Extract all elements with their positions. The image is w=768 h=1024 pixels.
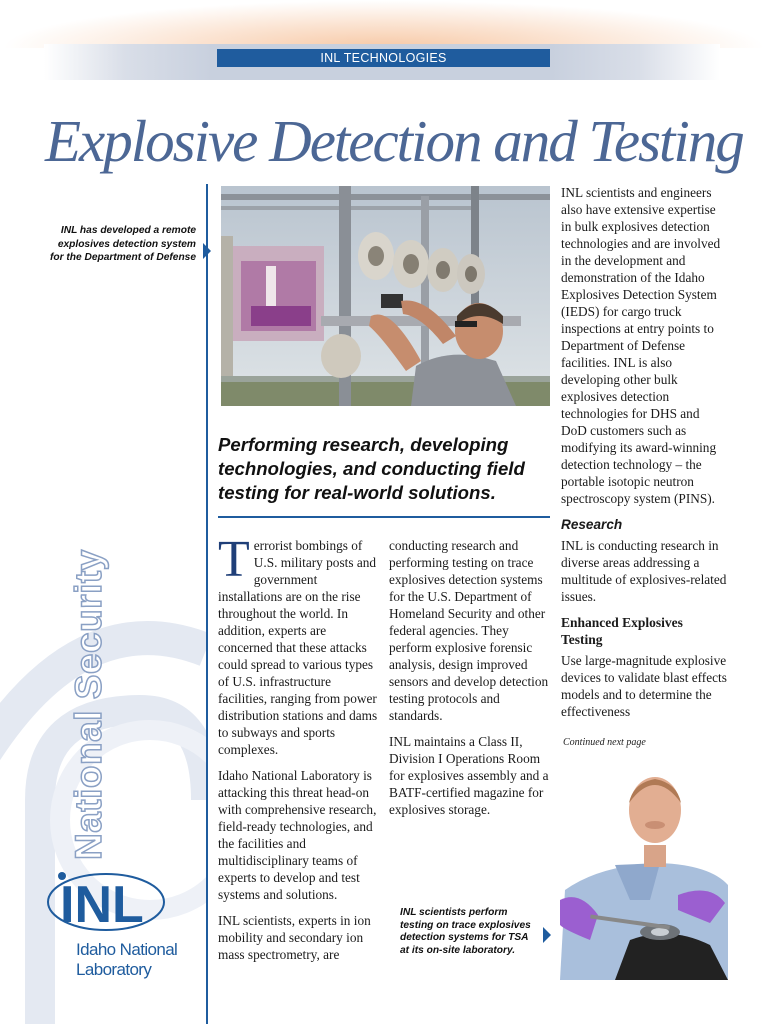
subtitle: Performing research, developing technologies, and conducting field testing for real-world solutions. xyxy=(218,434,525,503)
photo-scientist xyxy=(560,765,728,980)
photo-caption-bottom: INL scientists perform testing on trace explosives detection systems for TSA at its on-site laboratory. xyxy=(400,907,531,956)
paragraph: conducting research and performing testing on trace explosives detection systems for the U.S. Department of Homeland Security and other federal agencies. They perform explosive forensic analysis, design improved sensors and develop detection testing protocols and standards. xyxy=(389,538,549,723)
caption-pointer-icon xyxy=(203,243,211,259)
section-label: INL TECHNOLOGIES xyxy=(217,49,550,67)
subheading-enhanced-testing: Enhanced Explosives Testing xyxy=(561,615,683,647)
column-1 xyxy=(218,531,380,972)
vertical-divider xyxy=(206,184,208,1024)
logo-line-1: Idaho National xyxy=(76,940,178,959)
paragraph: INL scientists, experts in ion mobility and secondary ion mass spectrometry, are xyxy=(218,913,371,962)
continued-note: Continued next page xyxy=(563,737,646,748)
national-security-text: National Security xyxy=(68,549,109,860)
caption-pointer-icon xyxy=(543,927,551,943)
paragraph: INL is conducting research in diverse areas addressing a multitude of explosives-related issues. xyxy=(561,538,727,604)
logo-mark: INL xyxy=(60,876,144,934)
horizontal-divider xyxy=(218,516,550,518)
photo-caption-top: INL has developed a remote explosives detection system for the Department of Defense xyxy=(49,225,196,263)
paragraph: INL scientists and engineers also have extensive expertise in bulk explosives detection technologies and are involved in the development and demonstration of the Idaho Explosives Detection System (IEDS) for cargo truck inspections at entry points to Department of Defense facilities. INL is also developing other bulk explosives detection technologies for DHS and DoD customers such as modifying its award-winning detection technology – the portable isotopic neutron spectroscopy system (PINS). xyxy=(561,185,721,506)
paragraph: INL maintains a Class II, Division I Operations Room for explosives assembly and a BATF-certified magazine for explosives storage. xyxy=(389,734,549,817)
paragraph-text: errorist bombings of U.S. military posts and government installations are on the rise throughout the world. In addition, experts are concerned that these attacks could spread to various types of U.S. infrastructure facilities, ranging from power distribution stations and dams to subways and sports complexes. xyxy=(218,538,378,757)
paragraph xyxy=(218,531,380,758)
logo-line-2: Laboratory xyxy=(76,960,152,979)
header-glow xyxy=(0,0,768,48)
section-heading-research: Research xyxy=(561,517,623,532)
column-3 xyxy=(561,184,727,729)
drop-cap: T xyxy=(218,531,250,588)
column-2 xyxy=(389,537,549,827)
paragraph: Idaho National Laboratory is attacking this threat head-on with comprehensive research, field-ready technologies, and the facilities and multidisciplinary teams of experts to develop and test systems and solutions. xyxy=(218,768,377,902)
photo-detection-system xyxy=(221,186,550,406)
page-title: Explosive Detection and Testing xyxy=(45,108,743,174)
paragraph: Use large-magnitude explosive devices to validate blast effects models and to determine the effectiveness xyxy=(561,653,727,719)
